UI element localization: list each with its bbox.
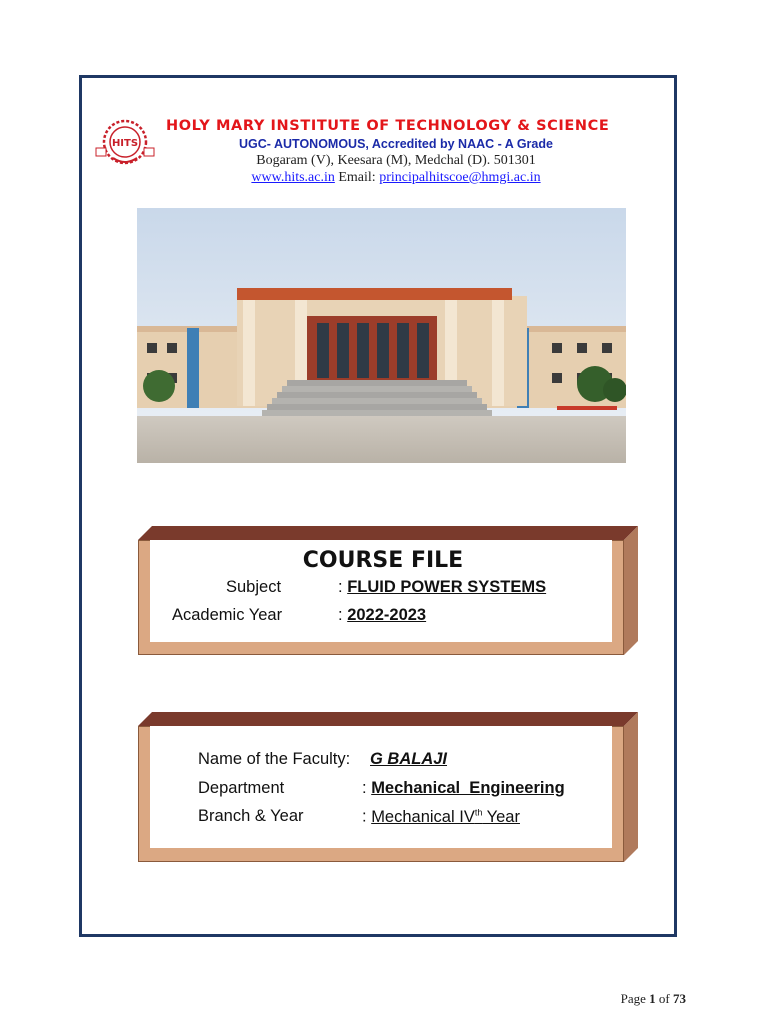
subject-value: FLUID POWER SYSTEMS — [347, 578, 547, 596]
subject-separator: : — [338, 578, 343, 596]
page-of-word: of — [658, 991, 670, 1006]
branch-year-label: Branch & Year — [198, 807, 304, 825]
page-current: 1 — [649, 991, 656, 1006]
address-line: Bogaram (V), Keesara (M), Medchal (D). 501301 — [256, 153, 536, 168]
email-label: Email: — [338, 170, 376, 185]
subject-field — [338, 578, 546, 597]
course-file-box — [138, 526, 638, 655]
email-link[interactable]: principalhitscoe@hmgi.ac.in — [379, 170, 541, 185]
course-file-title: COURSE FILE — [302, 548, 464, 573]
institute-logo — [93, 118, 157, 168]
page-total: 73 — [673, 991, 686, 1006]
department-field — [362, 779, 565, 798]
academic-year-value: 2022-2023 — [347, 606, 427, 624]
affiliation-line: UGC- AUTONOMOUS, Accredited by NAAC - A Grade — [239, 137, 553, 151]
faculty-field — [370, 750, 447, 769]
faculty-details-box — [138, 712, 638, 862]
branch-year-separator: : — [362, 807, 367, 826]
branch-year-value — [371, 808, 520, 826]
institution-name: HOLY MARY INSTITUTE OF TECHNOLOGY & SCIENCE — [166, 118, 610, 134]
contact-line — [166, 170, 626, 186]
page-number — [621, 991, 686, 1007]
campus-building-photo — [137, 208, 626, 463]
subject-label: Subject — [226, 578, 282, 596]
faculty-label: Name of the Faculty: — [198, 750, 351, 768]
academic-year-separator: : — [338, 606, 343, 624]
academic-year-label: Academic Year — [172, 606, 283, 624]
branch-year-prefix: Mechanical IV — [371, 807, 475, 826]
academic-year-field — [338, 606, 426, 625]
branch-year-field — [362, 807, 520, 827]
website-link[interactable]: www.hits.ac.in — [251, 170, 335, 185]
department-separator: : — [362, 779, 367, 797]
department-value: Mechanical Engineering — [371, 779, 565, 797]
logo-text: HITS — [111, 138, 139, 149]
branch-year-superscript: th — [474, 807, 483, 817]
branch-year-suffix: Year — [482, 807, 520, 826]
faculty-value: G BALAJI — [370, 750, 448, 768]
page-word: Page — [620, 991, 646, 1006]
department-label: Department — [198, 779, 285, 797]
